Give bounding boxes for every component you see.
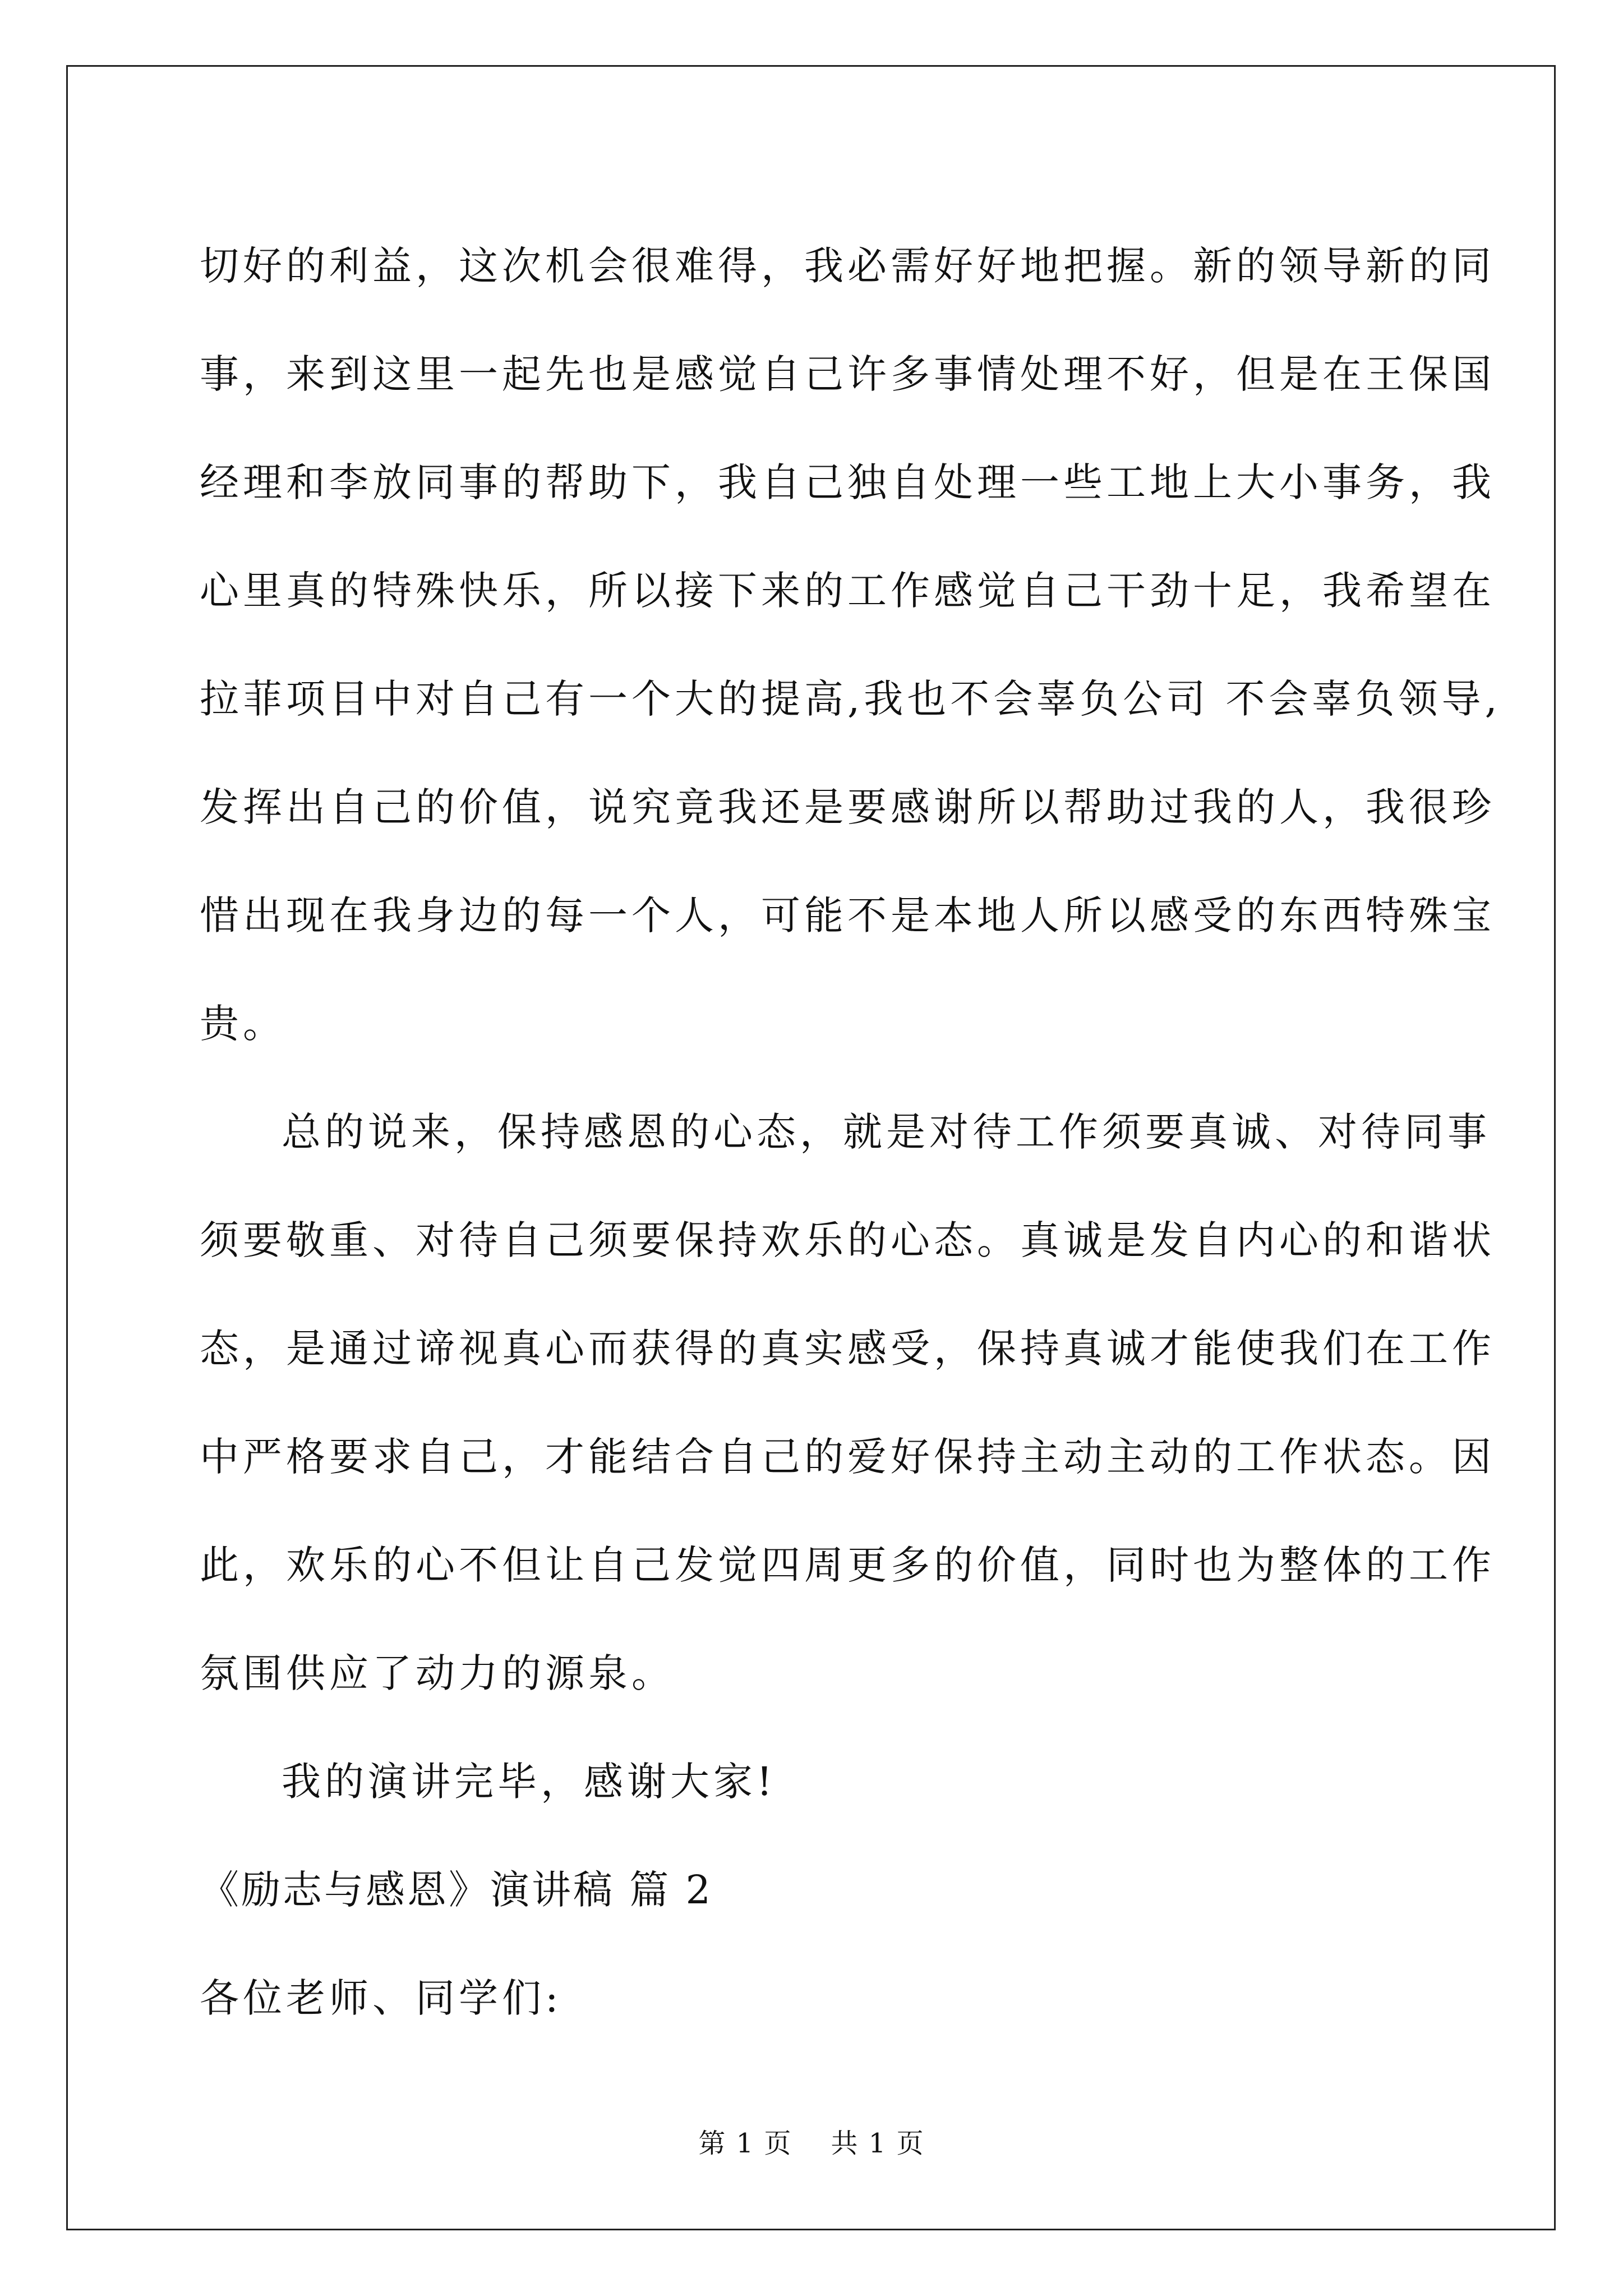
text-line: 氛围供应了动力的源泉。: [200, 1650, 675, 1696]
text-line: 态，是通过谛视真心而获得的真实感受，保持真诚才能使我们在工作: [200, 1326, 1495, 1372]
document-body: [200, 212, 1501, 2053]
greeting-line: 各位老师、同学们:: [200, 1975, 562, 2021]
text-line: 切好的利益，这次机会很难得，我必需好好地把握。新的领导新的同: [200, 243, 1495, 289]
text-line: 拉菲项目中对自己有一个大的提高,我也不会辜负公司 不会辜负领导,: [200, 676, 1501, 722]
closing-line: 我的演讲完毕，感谢大家!: [282, 1759, 777, 1805]
text-line: 此，欢乐的心不但让自己发觉四周更多的价值，同时也为整体的工作: [200, 1542, 1495, 1588]
text-line: 总的说来，保持感恩的心态，就是对待工作须要真诚、对待同事: [282, 1109, 1491, 1155]
text-line: 经理和李放同事的帮助下，我自己独自处理一些工地上大小事务，我: [200, 459, 1495, 505]
page-footer: 第 1 页 共 1 页: [698, 2128, 925, 2159]
text-line: 贵。: [200, 1001, 286, 1047]
text-line: 发挥出自己的价值，说究竟我还是要感谢所以帮助过我的人，我很珍: [200, 784, 1495, 830]
paragraph-2: [200, 1078, 1495, 1728]
text-line: 心里真的特殊快乐，所以接下来的工作感觉自己干劲十足，我希望在: [200, 568, 1495, 614]
paragraph-1: [200, 212, 1501, 1078]
section-title: 《励志与感恩》演讲稿 篇 2: [200, 1867, 713, 1913]
text-line: 中严格要求自己，才能结合自己的爱好保持主动主动的工作状态。因: [200, 1434, 1495, 1480]
text-line: 须要敬重、对待自己须要保持欢乐的心态。真诚是发自内心的和谐状: [200, 1217, 1495, 1263]
text-line: 惜出现在我身边的每一个人，可能不是本地人所以感受的东西特殊宝: [200, 892, 1495, 938]
text-line: 事，来到这里一起先也是感觉自己许多事情处理不好，但是在王保国: [200, 351, 1495, 397]
